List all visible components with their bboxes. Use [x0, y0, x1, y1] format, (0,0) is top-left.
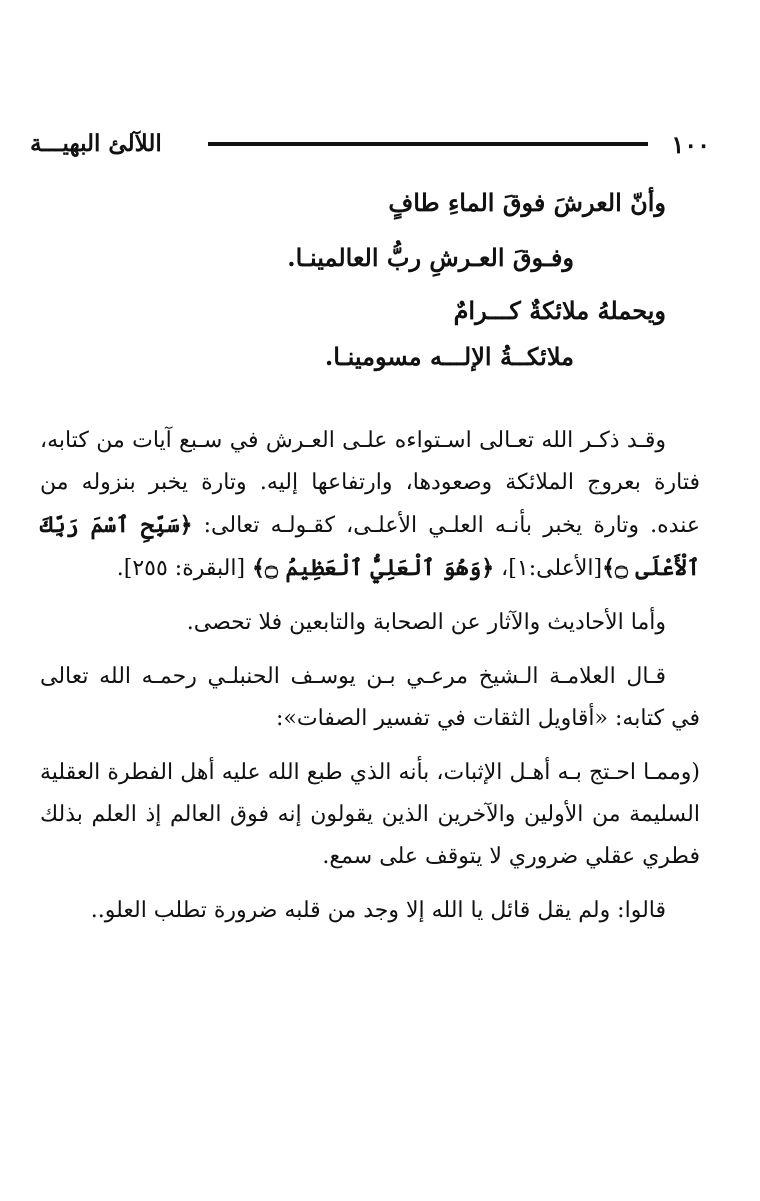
quran-verse-2: ﴿وَهُوَ ٱلْعَلِيُّ ٱلْعَظِيمُ ۝﴾ [252, 555, 495, 581]
paragraph-5: قالوا: ولم يقل قائل يا الله إلا وجد من قلبه ضرورة تطلب العلو.. [90, 898, 666, 923]
poem-line-4: ملائكــةُ الإلـــه مسومينـا. [324, 342, 574, 371]
poem-line-3: ويحملهُ ملائكةٌ كـــرامٌ [453, 296, 666, 325]
paragraph-1-text: وقـد ذكـر الله تعـالى اسـتواءه علـى العـرش في سـبع آيات من كتابه، فتارة بعروج الملائكة وصعودها، وارتفاعها إليه. وتارة يخبر بنزوله من عنده. وتارة يخبر بأنـه العلـي الأعلـى، كقـولـه تعالى: [40, 428, 700, 538]
poem-line-2: وفـوقَ العـرشِ ربُّ العالمينـا. [287, 243, 574, 272]
verse-reference-2: [البقرة: ٢٥٥]. [116, 556, 253, 581]
paragraph-1 [40, 420, 700, 590]
page-header [30, 128, 710, 168]
paragraph-3: قـال العلامـة الـشيخ مرعـي بـن يوسـف الحنبلـي رحمـه الله تعالى في كتابه: «أقاويل الثقات في تفسير الصفات»: [40, 664, 700, 731]
verse-reference-1: [الأعلى:١]، [494, 556, 603, 581]
paragraph-4: (وممـا احـتج بـه أهـل الإثبات، بأنه الذي طبع الله عليه أهل الفطرة العقلية السليمة من الأولين والآخرين الذين يقولون إنه فوق العالم إذ العلم بذلك فطري عقلي ضروري لا يتوقف على سمع. [40, 760, 700, 869]
body-text [40, 420, 700, 944]
header-rule [208, 142, 648, 146]
quran-verse-1: ﴿سَبِّحِ ٱسْمَ رَبِّكَ ٱلْأَعْلَى ۝﴾ [40, 512, 700, 581]
book-title: اللآلئ البهيـــة [30, 130, 162, 157]
poem-line-1: وأنّ العرشَ فوقَ الماءِ طافٍ [388, 188, 666, 217]
page-number: ١٠٠ [671, 130, 710, 159]
paragraph-2: وأما الأحاديث والآثار عن الصحابة والتابعين فلا تحصى. [186, 610, 666, 635]
